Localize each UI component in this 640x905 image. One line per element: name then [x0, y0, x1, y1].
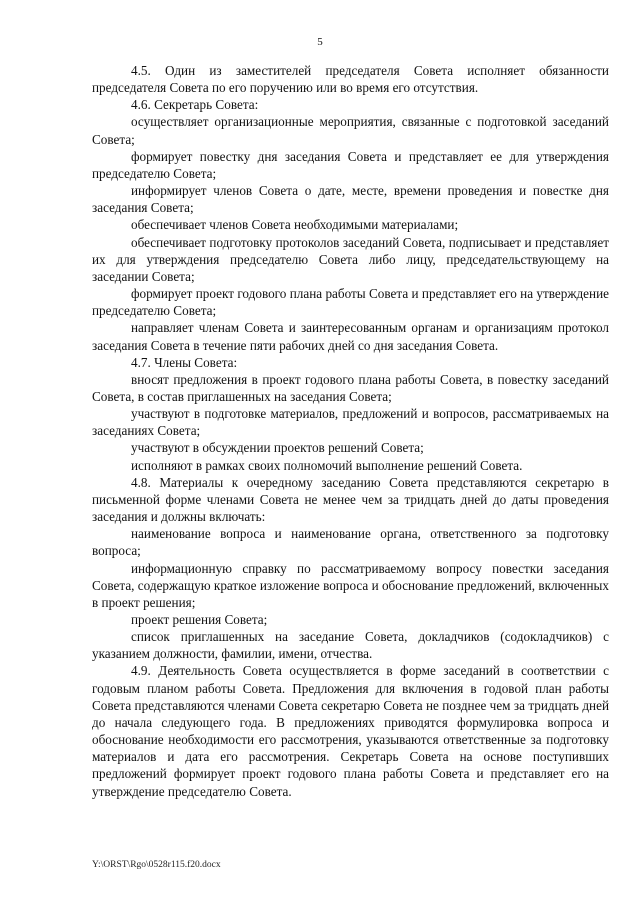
- list-item: участвуют в подготовке материалов, предложений и вопросов, рассматриваемых на заседаниях Совета;: [92, 406, 609, 439]
- list-item: осуществляет организационные мероприятия, связанные с подготовкой заседаний Совета;: [92, 114, 609, 147]
- list-item: формирует проект годового плана работы Совета и представляет его на утверждение председателю Совета;: [92, 286, 609, 319]
- list-item: информационную справку по рассматриваемому вопросу повестки заседания Совета, содержащую краткое изложение вопроса и обоснование предложений, включенных в проект решения;: [92, 560, 609, 610]
- paragraph-4-9: 4.9. Деятельность Совета осуществляется в форме заседаний в соответствии с годовым планом работы Совета. Предложения для включения в годовой план работы Совета представляются членами Совета секретарю Совета не позднее чем за тридцать дней до начала следующего года. В предложениях приводятся формулировка вопроса и обоснование необходимости его рассмотрения, указываются ответственные за подготовку материалов и дата его рассмотрения. Секретарь Совета на основе поступивших предложений формирует проект годового плана работы Совета и представляет его на утверждение председателю Совета.: [92, 663, 609, 799]
- footer-file-path: Y:\ORST\Rgo\0528r115.f20.docx: [92, 860, 221, 870]
- document-body: [92, 62, 609, 800]
- list-item: список приглашенных на заседание Совета, докладчиков (содокладчиков) с указанием должности, фамилии, имени, отчества.: [92, 629, 609, 662]
- list-item: исполняют в рамках своих полномочий выполнение решений Совета.: [131, 457, 523, 473]
- paragraph-4-6-heading: 4.6. Секретарь Совета:: [131, 97, 259, 113]
- list-item: обеспечивает подготовку протоколов заседаний Совета, подписывает и представляет их для утверждения председателю Совета либо лицу, председательствующему на заседании Совета;: [92, 234, 609, 284]
- list-item: проект решения Совета;: [131, 612, 268, 627]
- list-item: информирует членов Совета о дате, месте, времени проведения и повестке дня заседания Совета;: [92, 183, 609, 216]
- paragraph-4-7-heading: 4.7. Члены Совета:: [131, 354, 238, 370]
- list-item: формирует повестку дня заседания Совета и представляет ее для утверждения председателю Совета;: [92, 148, 609, 181]
- paragraph-4-8: 4.8. Материалы к очередному заседанию Совета представляются секретарю в письменной форме членами Совета не менее чем за тридцать дней до даты проведения заседания и должны включать:: [92, 474, 609, 525]
- list-item: вносят предложения в проект годового плана работы Совета, в повестку заседаний Совета, в состав приглашенных на заседания Совета;: [92, 371, 609, 404]
- page-number: 5: [317, 36, 323, 48]
- paragraph-4-5: 4.5. Один из заместителей председателя Совета исполняет обязанности председателя Совета по его поручению или во время его отсутствия.: [92, 63, 609, 96]
- list-item: обеспечивает членов Совета необходимыми материалами;: [131, 217, 459, 233]
- list-item: наименование вопроса и наименование органа, ответственного за подготовку вопроса;: [92, 526, 609, 559]
- list-item: направляет членам Совета и заинтересованным органам и организациям протокол заседания Совета в течение пяти рабочих дней со дня заседания Совета.: [92, 320, 609, 353]
- list-item: участвуют в обсуждении проектов решений Совета;: [131, 440, 424, 456]
